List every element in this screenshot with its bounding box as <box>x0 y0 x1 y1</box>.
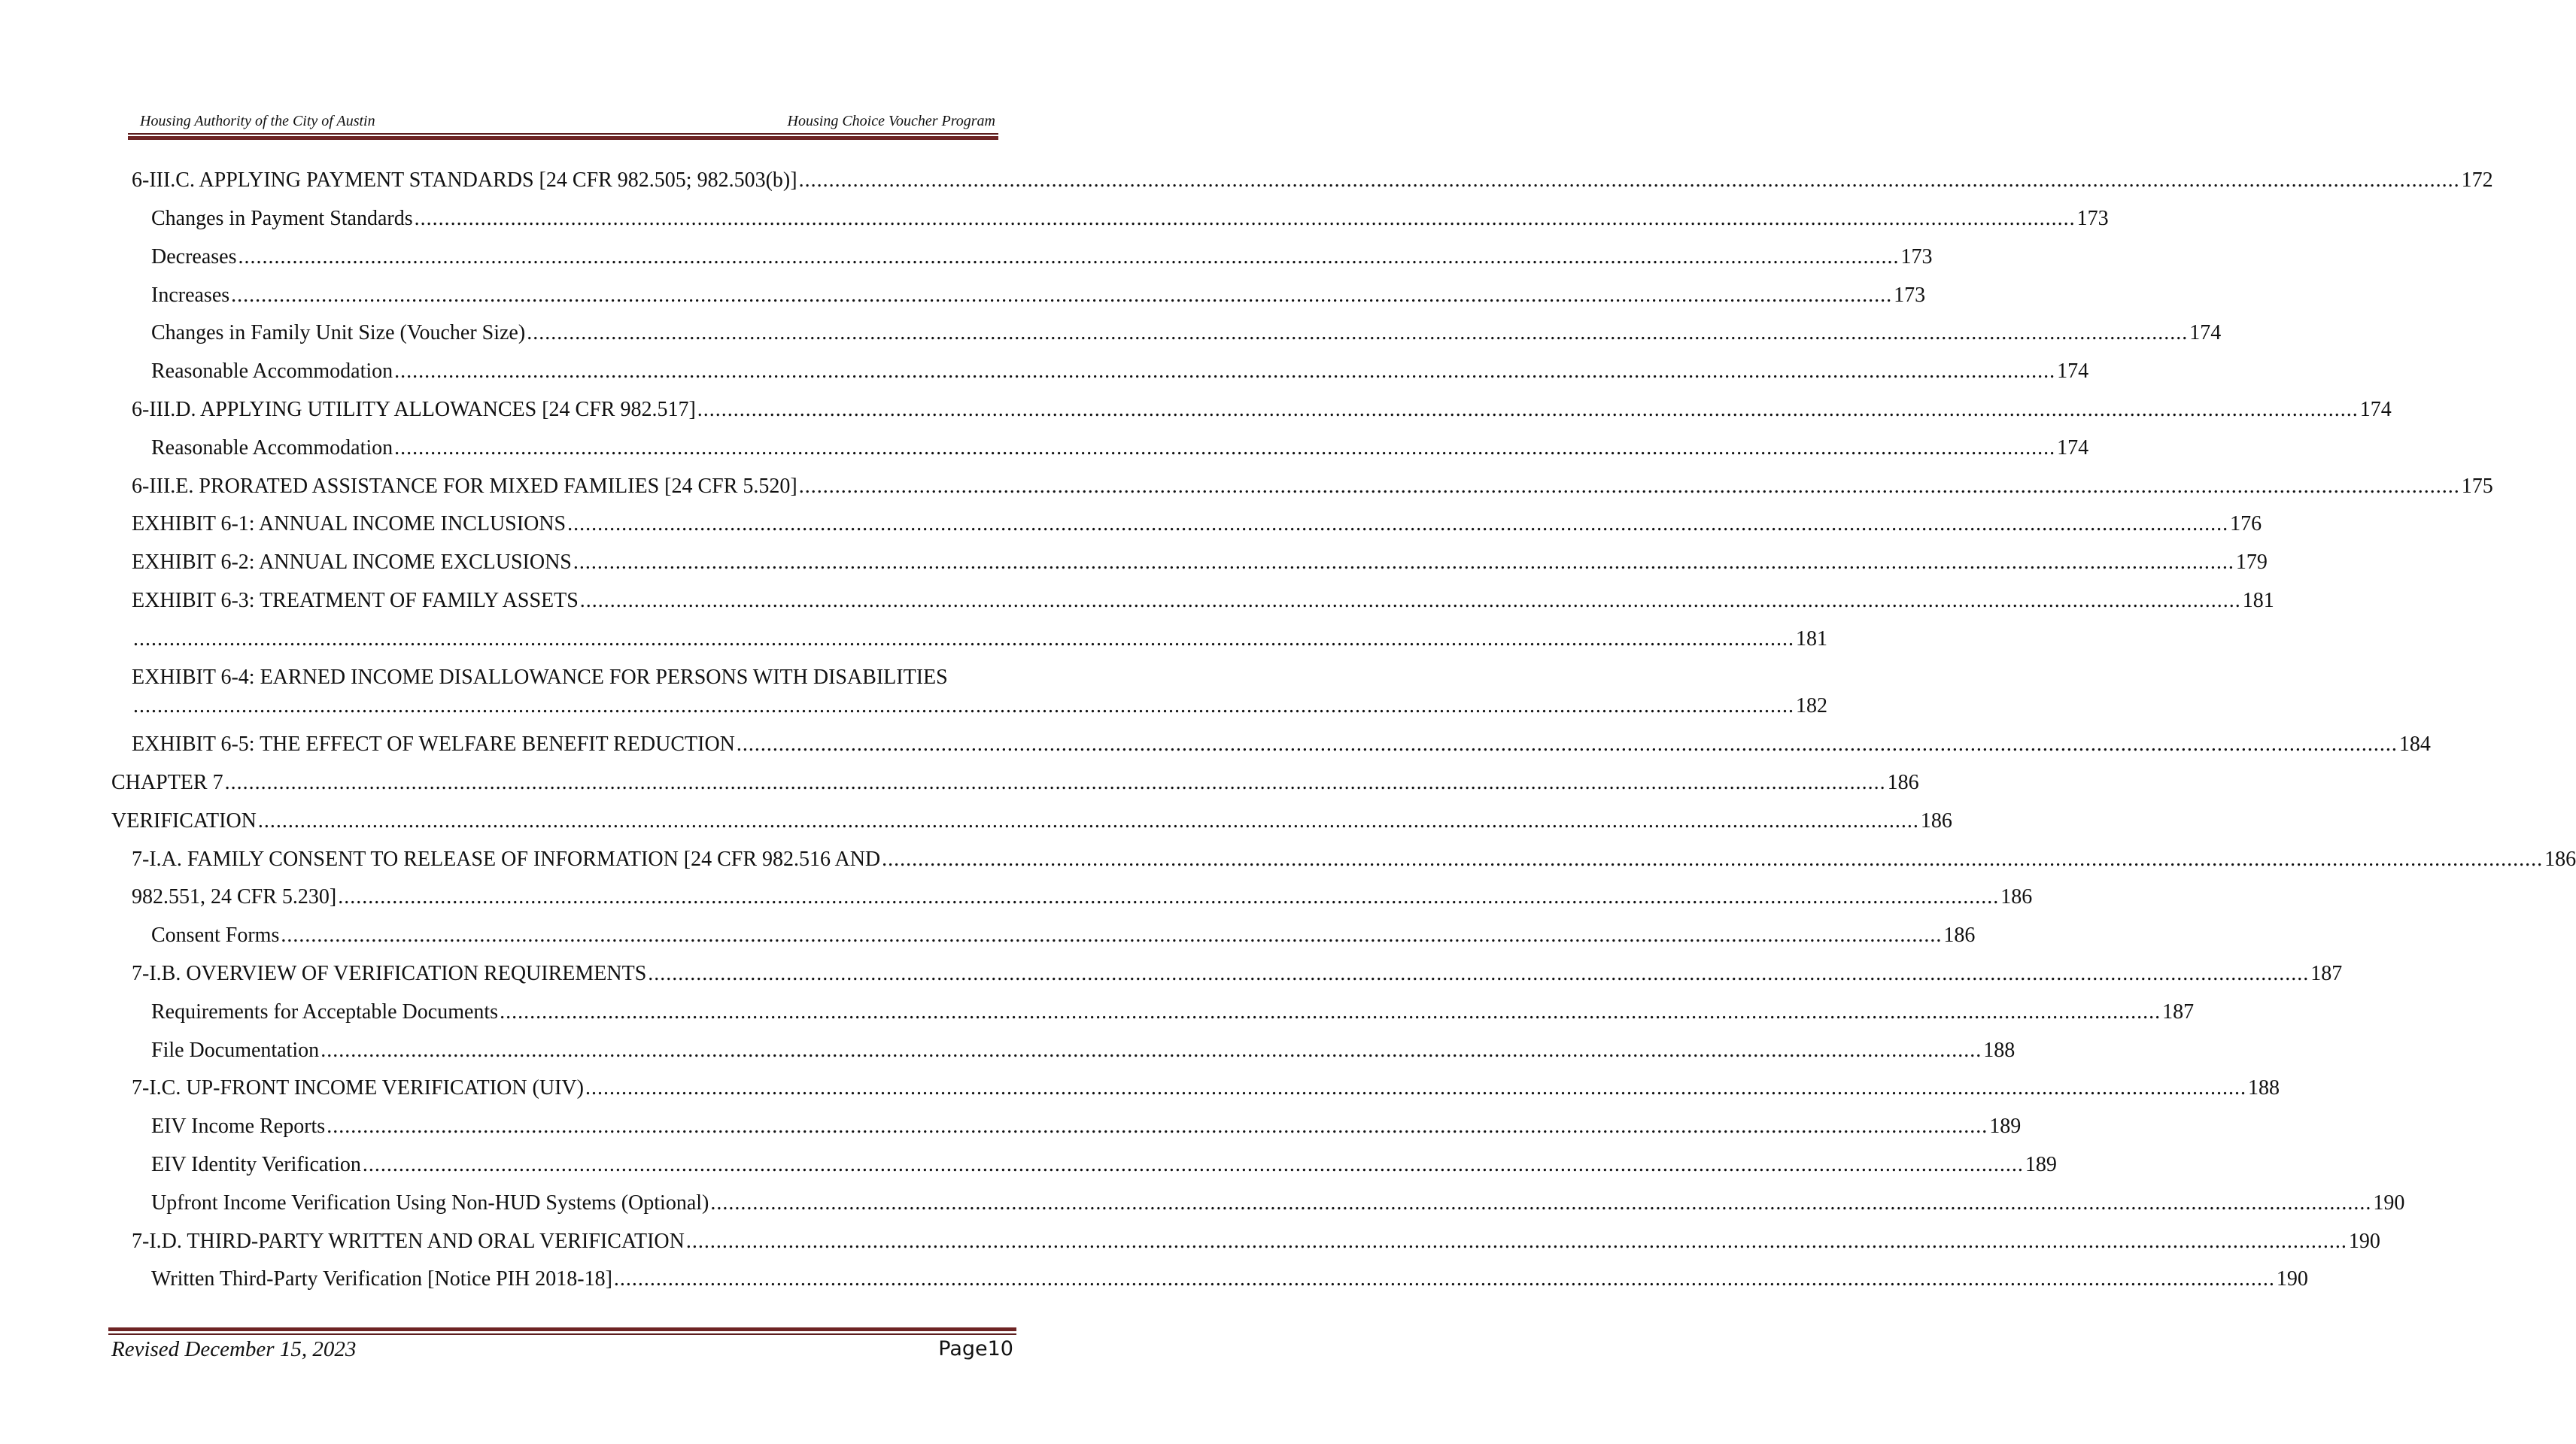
footer-revision-date: Revised December 15, 2023 <box>111 1337 357 1361</box>
toc-entry[interactable]: Consent Forms .................................................................................................................................................................................................................................................................................... 186 <box>151 924 1976 947</box>
toc-entry[interactable]: 6-III.E. PRORATED ASSISTANCE FOR MIXED FAMILIES [24 CFR 5.520] .................................................................................................................................................................................................................................................................................... 175 <box>132 475 2493 498</box>
toc-entry[interactable]: Changes in Family Unit Size (Voucher Size) .................................................................................................................................................................................................................................................................................... 174 <box>151 321 2222 344</box>
toc-entry[interactable]: EIV Income Reports .................................................................................................................................................................................................................................................................................... 189 <box>151 1115 2022 1138</box>
toc-entry[interactable]: 7-I.D. THIRD-PARTY WRITTEN AND ORAL VERIFICATION .................................................................................................................................................................................................................................................................................... 190 <box>132 1230 2380 1253</box>
toc-entry[interactable]: Reasonable Accommodation .................................................................................................................................................................................................................................................................................... 174 <box>151 359 2089 383</box>
footer-page-number: Page10 <box>938 1337 1013 1361</box>
toc-entry[interactable]: .................................................................................................................................................................................................................................................................................... 182 <box>133 694 1827 717</box>
header-organization: Housing Authority of the City of Austin <box>140 113 375 129</box>
footer-rule-thin <box>108 1333 1016 1335</box>
toc-entry[interactable]: EXHIBIT 6-2: ANNUAL INCOME EXCLUSIONS .................................................................................................................................................................................................................................................................................... 179 <box>132 551 2268 574</box>
toc-entry[interactable]: Upfront Income Verification Using Non-HUD Systems (Optional) .................................................................................................................................................................................................................................................................................... 190 <box>151 1191 2405 1215</box>
toc-entry[interactable]: Requirements for Acceptable Documents .................................................................................................................................................................................................................................................................................... 187 <box>151 1000 2195 1024</box>
toc-entry[interactable]: EXHIBIT 6-3: TREATMENT OF FAMILY ASSETS .................................................................................................................................................................................................................................................................................... 181 <box>132 589 2274 612</box>
toc-entry[interactable]: VERIFICATION .................................................................................................................................................................................................................................................................................... 186 <box>111 809 1952 833</box>
toc-entry[interactable]: Changes in Payment Standards .................................................................................................................................................................................................................................................................................... 173 <box>151 207 2109 230</box>
toc-entry[interactable]: EXHIBIT 6-1: ANNUAL INCOME INCLUSIONS .................................................................................................................................................................................................................................................................................... 176 <box>132 512 2262 535</box>
toc-entry[interactable]: EXHIBIT 6-5: THE EFFECT OF WELFARE BENEFIT REDUCTION .................................................................................................................................................................................................................................................................................... 184 <box>132 733 2431 756</box>
toc-entry[interactable]: 7-I.C. UP-FRONT INCOME VERIFICATION (UIV) .................................................................................................................................................................................................................................................................................... 188 <box>132 1076 2280 1100</box>
header-program: Housing Choice Voucher Program <box>787 113 995 129</box>
toc-entry[interactable]: 6-III.C. APPLYING PAYMENT STANDARDS [24 CFR 982.505; 982.503(b)] .................................................................................................................................................................................................................................................................................... 172 <box>132 168 2493 192</box>
toc-entry[interactable]: .................................................................................................................................................................................................................................................................................... 181 <box>133 627 1827 651</box>
toc-entry[interactable]: 6-III.D. APPLYING UTILITY ALLOWANCES [24 CFR 982.517] .................................................................................................................................................................................................................................................................................... 174 <box>132 398 2392 421</box>
toc-entry-title[interactable]: EXHIBIT 6-4: EARNED INCOME DISALLOWANCE FOR PERSONS WITH DISABILITIES <box>132 666 948 689</box>
toc-entry[interactable]: 982.551, 24 CFR 5.230] .................................................................................................................................................................................................................................................................................... 186 <box>132 885 2033 909</box>
toc-entry[interactable]: File Documentation .................................................................................................................................................................................................................................................................................... 188 <box>151 1039 2016 1062</box>
toc-entry[interactable]: Written Third-Party Verification [Notice PIH 2018-18] .................................................................................................................................................................................................................................................................................... 190 <box>151 1267 2308 1291</box>
toc-entry[interactable]: Reasonable Accommodation .................................................................................................................................................................................................................................................................................... 174 <box>151 436 2089 460</box>
toc-entry[interactable]: 7-I.A. FAMILY CONSENT TO RELEASE OF INFORMATION [24 CFR 982.516 AND .................................................................................................................................................................................................................................................................................... 186 <box>132 848 2576 871</box>
footer-rule-thick <box>108 1327 1016 1331</box>
toc-entry[interactable]: EIV Identity Verification .................................................................................................................................................................................................................................................................................... 189 <box>151 1153 2057 1176</box>
toc-entry[interactable]: Decreases .................................................................................................................................................................................................................................................................................... 173 <box>151 245 1933 268</box>
toc-entry[interactable]: Increases .................................................................................................................................................................................................................................................................................... 173 <box>151 284 1926 307</box>
toc-entry[interactable]: 7-I.B. OVERVIEW OF VERIFICATION REQUIREMENTS .................................................................................................................................................................................................................................................................................... 187 <box>132 962 2343 985</box>
toc-entry[interactable]: CHAPTER 7 .................................................................................................................................................................................................................................................................................... 186 <box>111 771 1919 794</box>
